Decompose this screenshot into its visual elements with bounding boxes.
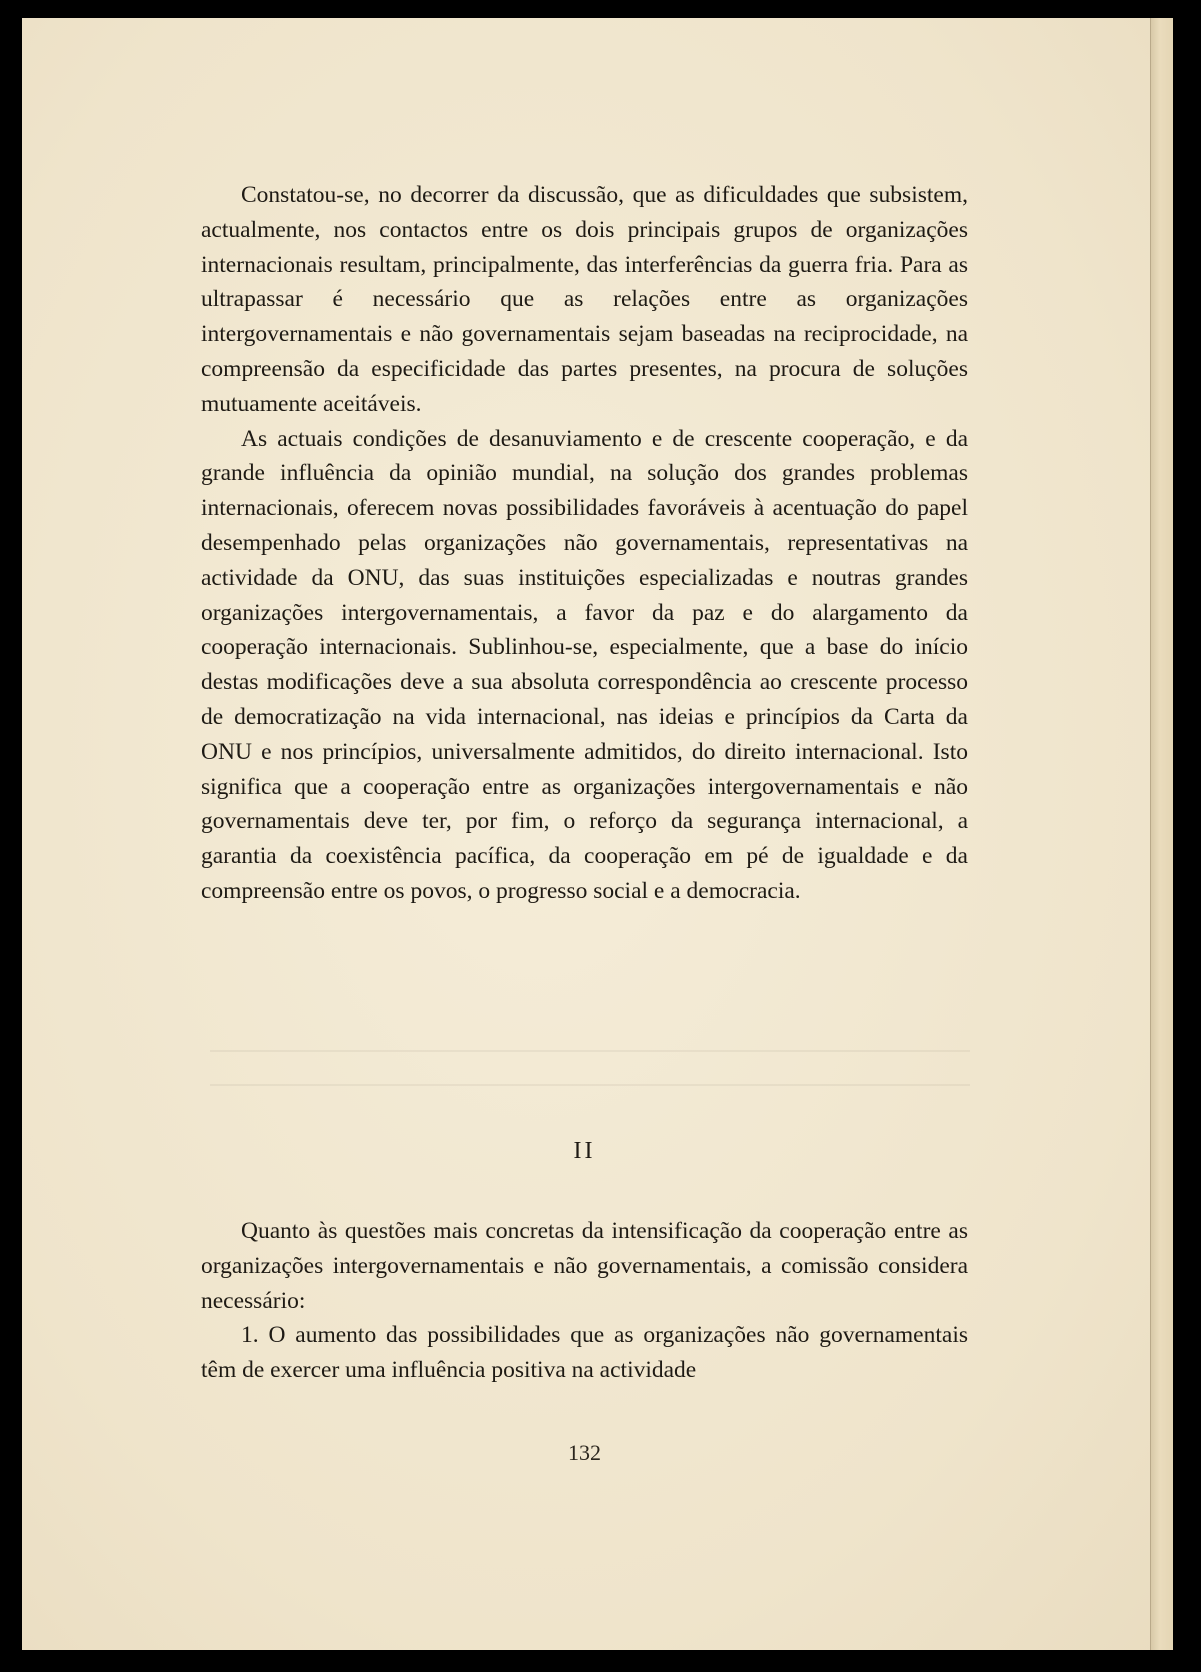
paragraph-2: As actuais condições de desanuviamento e de crescente cooperação, e da grande influência da opinião mundial, na solução dos grandes problemas internacionais, oferecem novas possibilidades favoráveis à acentuação do papel desempenhado pelas organizações não governamentais, representativas na actividade da ONU, das suas instituições especializadas e noutras grandes organizações intergovernamentais, a favor da paz e do alargamento da cooperação internacionais. Sublinhou-se, especialmente, que a base do início destas modificações deve a sua absoluta correspondência ao crescente processo de democratização na vida internacional, nas ideias e princípios da Carta da ONU e nos princípios, universalmente admitidos, do direito internacional. Isto significa que a cooperação entre as organizações intergovernamentais e não governamentais deve ter, por fim, o reforço da segurança internacional, a garantia da coexistência pacífica, da cooperação em pé de igualdade e da compreensão entre os povos, o progresso social e a democracia. xyxy=(201,425,968,904)
paragraph-3: Quanto às questões mais concretas da intensificação da cooperação entre as organizações intergovernamentais e não governamentais, a comissão considera necessário: xyxy=(201,1218,968,1314)
page-number: 132 xyxy=(568,1440,601,1465)
paragraph-4: 1. O aumento das possibilidades que as organizações não governamentais têm de exercer uma influência positiva na actividade xyxy=(201,1322,968,1384)
show-through-text xyxy=(210,1050,970,1110)
paragraph-1: Constatou-se, no decorrer da discussão, que as dificuldades que subsistem, actualmente, nos contactos entre os dois principais grupos de organizações internacionais resultam, principalmente, das interferências da guerra fria. Para as ultrapassar é necessário que as relações entre as organizações intergovernamentais e não governamentais sejam baseadas na reciprocidade, na compreensão da especificidade das partes presentes, na procura de soluções mutuamente aceitáveis. xyxy=(201,182,968,417)
section-heading: II xyxy=(573,1138,596,1164)
page-gutter-edge xyxy=(1150,18,1173,1650)
body-text-top xyxy=(201,178,968,909)
body-text-bottom xyxy=(201,1214,968,1388)
